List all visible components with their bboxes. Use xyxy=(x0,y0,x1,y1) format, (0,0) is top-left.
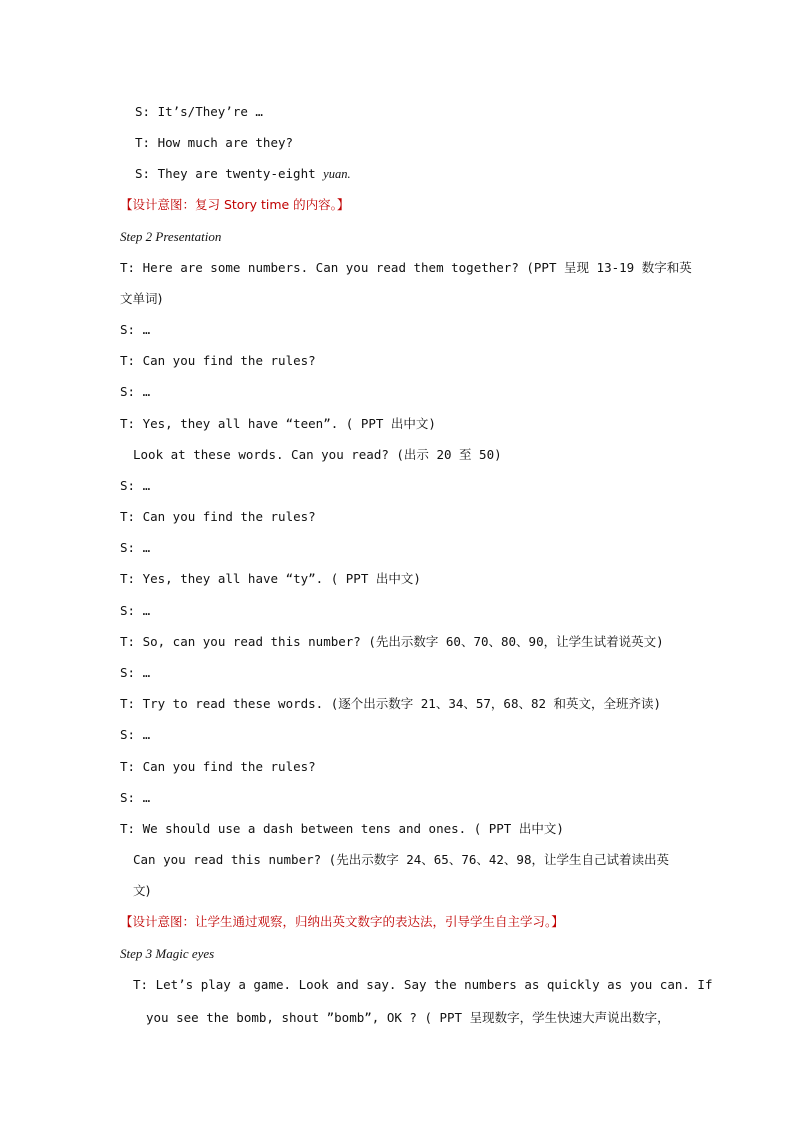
dialogue-line: S: … xyxy=(120,540,151,555)
design-intent-note: 【设计意图：复习 Story time 的内容。】 xyxy=(120,197,350,212)
dialogue-line: T: Let’s play a game. Look and say. Say the numbers as quickly as you can. If xyxy=(133,977,713,992)
dialogue-line: S: … xyxy=(120,478,151,493)
dialogue-line: T: So, can you read this number? (先出示数字 60、70、80、90，让学生试着说英文) xyxy=(120,634,664,649)
dialogue-line: S: … xyxy=(120,603,151,618)
dialogue-line: T: Here are some numbers. Can you read them together? (PPT 呈现 13-19 数字和英 xyxy=(120,260,692,275)
step-heading: Step 3 Magic eyes xyxy=(120,946,215,961)
dialogue-line: S: … xyxy=(120,322,151,337)
dialogue-line: T: Try to read these words. (逐个出示数字 21、34、57，68、82 和英文，全班齐读) xyxy=(120,696,662,711)
dialogue-line: S: … xyxy=(120,384,151,399)
design-intent-note: 【设计意图：让学生通过观察，归纳出英文数字的表达法，引导学生自主学习。】 xyxy=(120,914,564,929)
dialogue-text: S: They are twenty-eight xyxy=(135,166,316,181)
dialogue-line: S: … xyxy=(120,727,151,742)
dialogue-line: Look at these words. Can you read? (出示 20 至 50) xyxy=(133,447,502,462)
dialogue-line: T: We should use a dash between tens and ones. ( PPT 出中文) xyxy=(120,821,564,836)
dialogue-line-continued: 文) xyxy=(133,883,151,898)
dialogue-line xyxy=(135,166,351,182)
dialogue-line: T: Can you find the rules? xyxy=(120,759,316,774)
dialogue-line: T: Can you find the rules? xyxy=(120,509,316,524)
currency-word: yuan. xyxy=(323,167,351,181)
dialogue-line: Can you read this number? (先出示数字 24、65、76、42、98，让学生自己试着读出英 xyxy=(133,852,669,867)
dialogue-line: S: It’s/They’re … xyxy=(135,104,263,119)
dialogue-line: T: Yes, they all have “ty”. ( PPT 出中文) xyxy=(120,571,421,586)
dialogue-line-continued: you see the bomb, shout ”bomb”, OK ? ( PPT 呈现数字，学生快速大声说出数字， xyxy=(146,1010,670,1025)
dialogue-line: S: … xyxy=(120,790,151,805)
dialogue-line: S: … xyxy=(120,665,151,680)
dialogue-line: T: Can you find the rules? xyxy=(120,353,316,368)
step-heading: Step 2 Presentation xyxy=(120,229,222,244)
dialogue-line: T: How much are they? xyxy=(135,135,294,150)
dialogue-line: T: Yes, they all have “teen”. ( PPT 出中文) xyxy=(120,416,436,431)
dialogue-line-continued: 文单词) xyxy=(120,291,163,306)
